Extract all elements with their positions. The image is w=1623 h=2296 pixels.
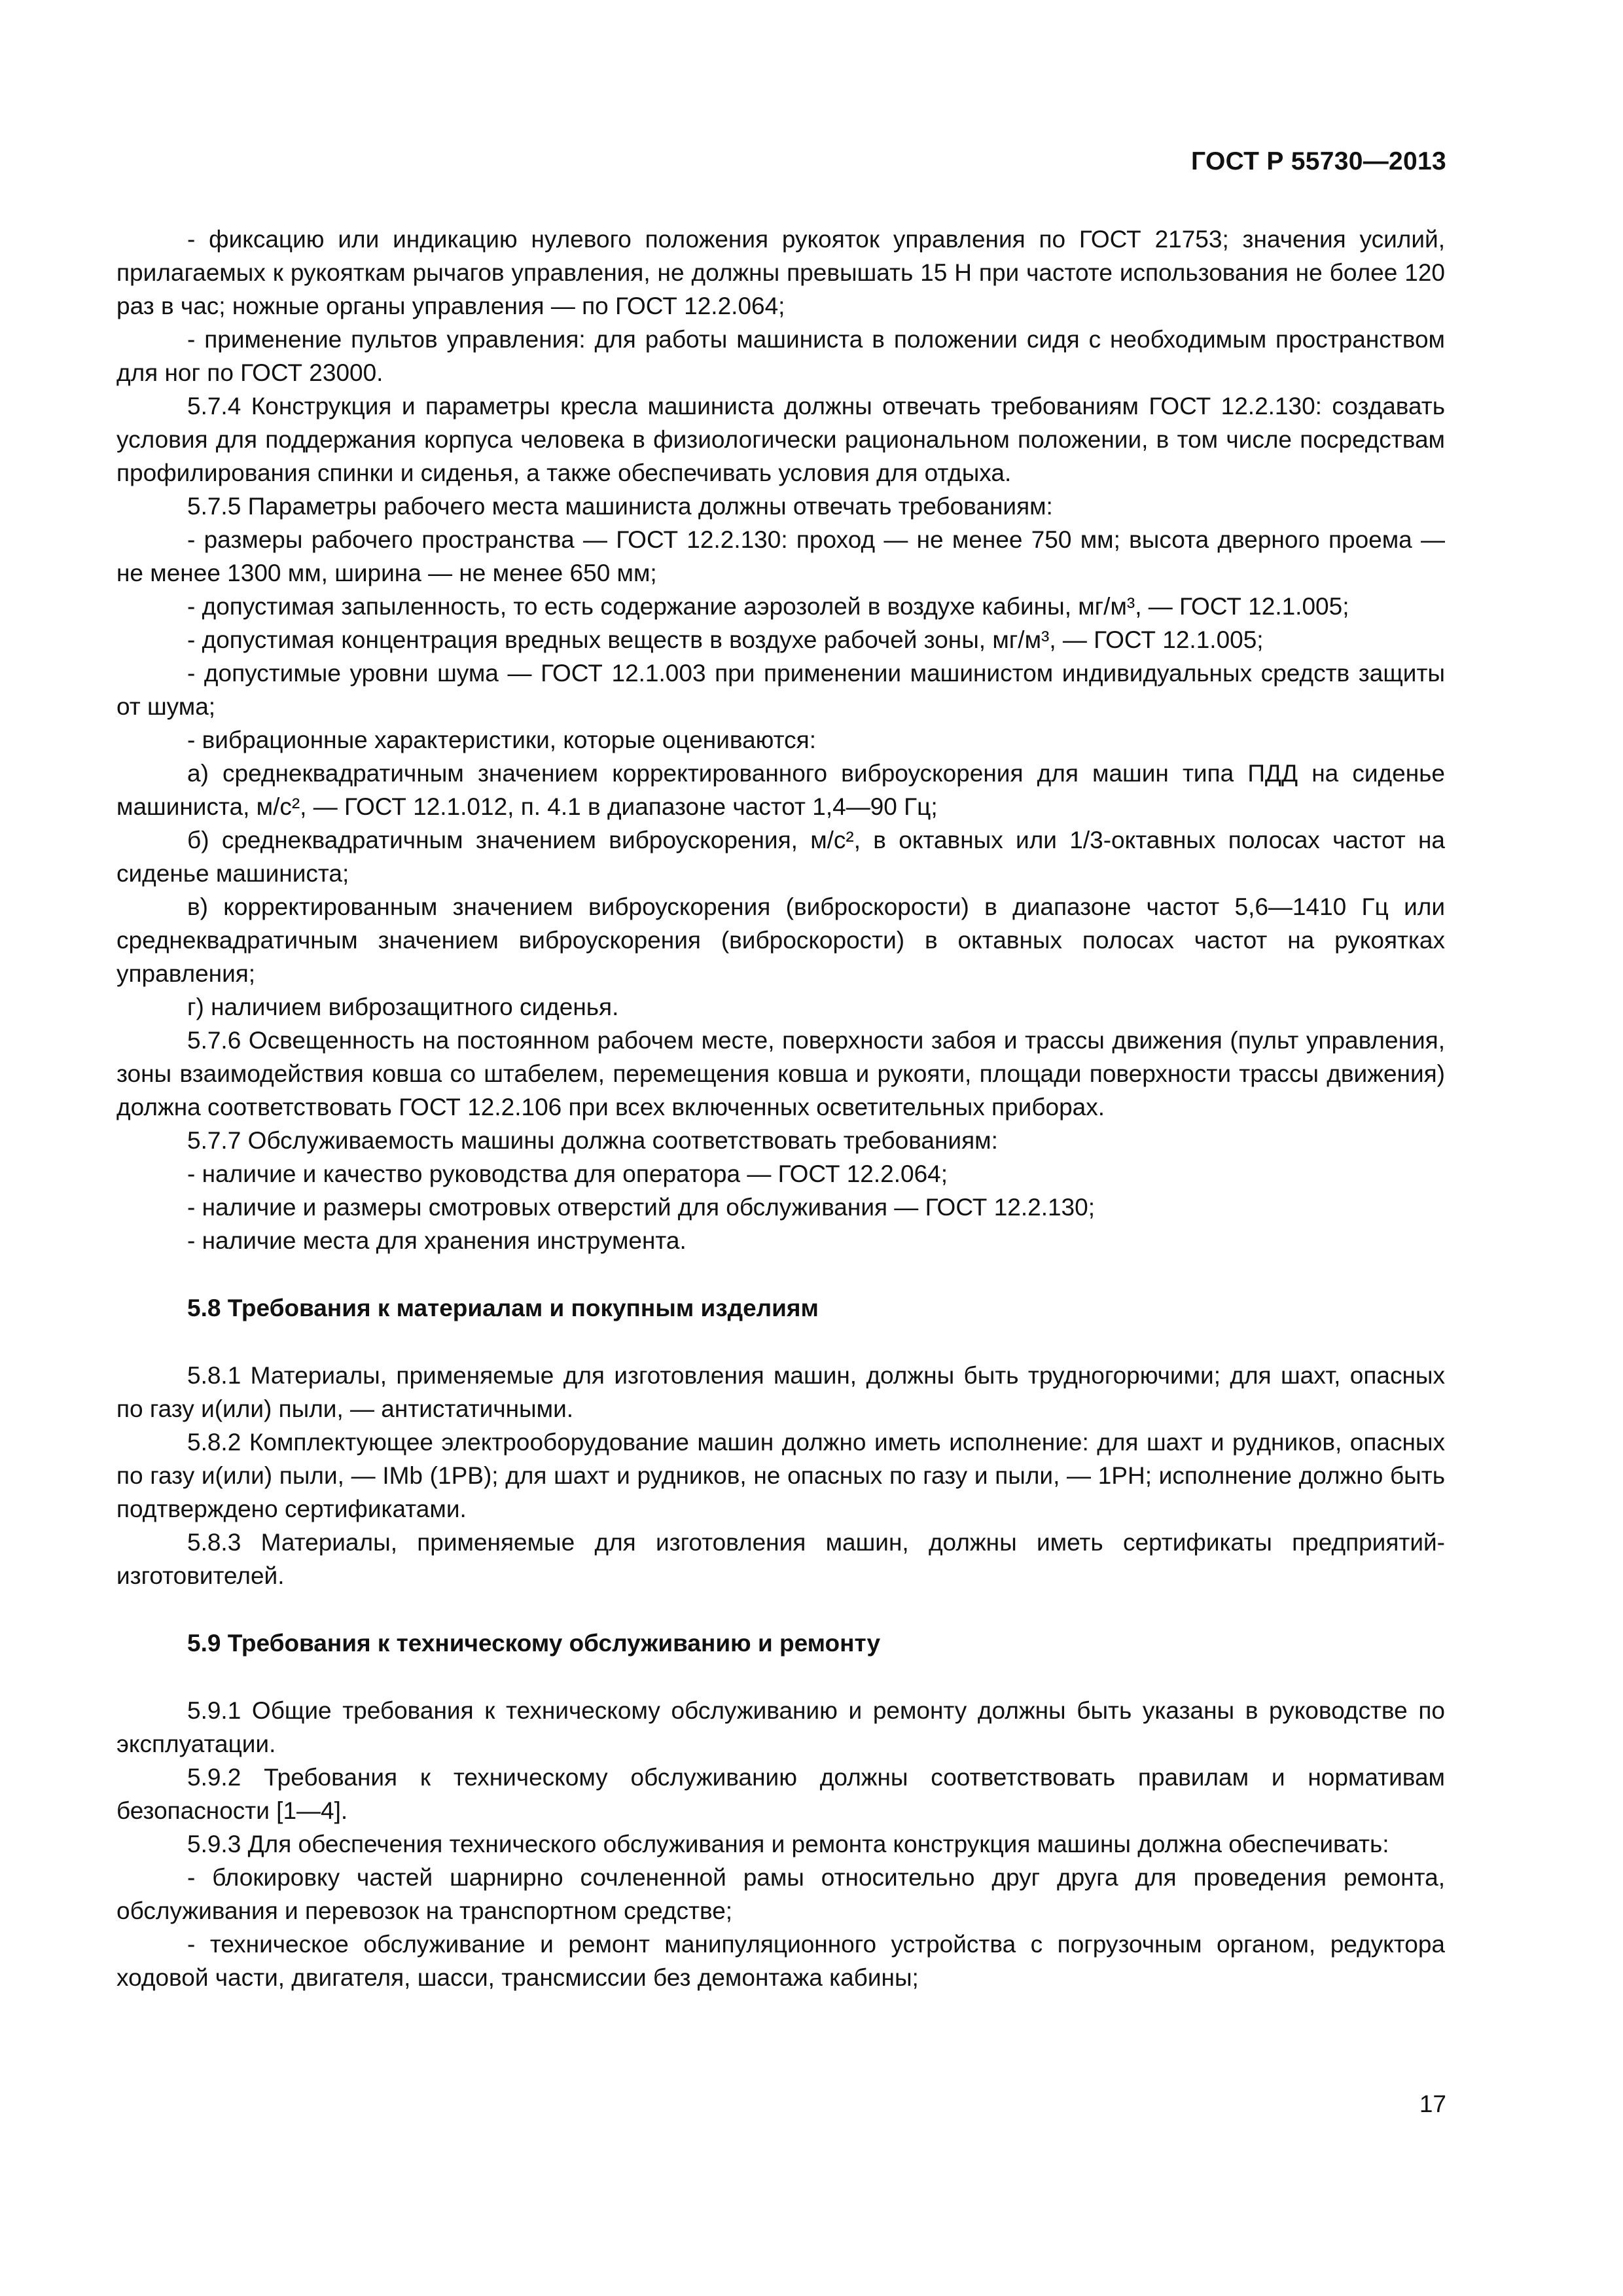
paragraph: 5.7.5 Параметры рабочего места машиниста должны отвечать требованиям: <box>187 493 1053 520</box>
paragraph: 5.8.1 Материалы, применяемые для изготовления машин, должны быть трудногорючими; для шахт, опасных по газу и(или) пыли, — антистатичными. <box>116 1362 1445 1422</box>
paragraph: - техническое обслуживание и ремонт манипуляционного устройства с погрузочным органом, редуктора ходовой части, двигателя, шасси, трансмиссии без демонтажа кабины; <box>116 1931 1445 1991</box>
paragraph: 5.8.3 Материалы, применяемые для изготовления машин, должны иметь сертификаты предприятий-изготовителей. <box>116 1529 1445 1589</box>
paragraph: - допустимая концентрация вредных веществ в воздухе рабочей зоны, мг/м³, — ГОСТ 12.1.005; <box>187 626 1264 653</box>
document-id-header: ГОСТ Р 55730—2013 <box>1191 147 1446 175</box>
paragraph: - фиксацию или индикацию нулевого положения рукояток управления по ГОСТ 21753; значения усилий, прилагаемых к рукояткам рычагов управления, не должны превышать 15 Н при частоте использования не более 120 раз в час; ножные органы управления — по ГОСТ 12.2.064; <box>116 226 1445 319</box>
paragraph: 5.9.3 Для обеспечения технического обслуживания и ремонта конструкция машины должна обеспечивать: <box>187 1831 1389 1857</box>
paragraph: 5.9.1 Общие требования к техническому обслуживанию и ремонту должны быть указаны в руководстве по эксплуатации. <box>116 1697 1445 1757</box>
paragraph: а) среднеквадратичным значением корректированного виброускорения для машин типа ПДД на сиденье машиниста, м/с², — ГОСТ 12.1.012, п. 4.1 в диапазоне частот 1,4—90 Гц; <box>116 760 1445 820</box>
paragraph: - размеры рабочего пространства — ГОСТ 12.2.130: проход — не менее 750 мм; высота дверного проема — не менее 1300 мм, ширина — не менее 650 мм; <box>116 526 1445 586</box>
paragraph: - наличие и размеры смотровых отверстий для обслуживания — ГОСТ 12.2.130; <box>187 1194 1095 1221</box>
paragraph: - наличие места для хранения инструмента. <box>187 1227 687 1254</box>
paragraph: 5.8.2 Комплектующее электрооборудование машин должно иметь исполнение: для шахт и рудников, опасных по газу и(или) пыли, — IMb (1РВ); для шахт и рудников, не опасных по газу и пыли, — 1РН; исполнение должно быть подтверждено сертификатами. <box>116 1429 1445 1522</box>
paragraph: - допустимая запыленность, то есть содержание аэрозолей в воздухе кабины, мг/м³, — ГОСТ 12.1.005; <box>187 593 1349 620</box>
paragraph: - допустимые уровни шума — ГОСТ 12.1.003 при применении машинистом индивидуальных средств защиты от шума; <box>116 660 1445 720</box>
paragraph: - вибрационные характеристики, которые оцениваются: <box>187 726 816 753</box>
paragraph: - блокировку частей шарнирно сочлененной рамы относительно друг друга для проведения ремонта, обслуживания и перевозок на транспортном средстве; <box>116 1864 1445 1924</box>
section-heading: 5.8 Требования к материалам и покупным изделиям <box>187 1295 819 1321</box>
paragraph: г) наличием виброзащитного сиденья. <box>187 994 619 1020</box>
paragraph: 5.7.7 Обслуживаемость машины должна соответствовать требованиям: <box>187 1127 998 1154</box>
paragraph: - применение пультов управления: для работы машиниста в положении сидя с необходимым пространством для ног по ГОСТ 23000. <box>116 326 1445 386</box>
page-number: 17 <box>1419 2090 1446 2117</box>
paragraph: 5.7.4 Конструкция и параметры кресла машиниста должны отвечать требованиям ГОСТ 12.2.130: создавать условия для поддержания корпуса человека в физиологически рациональном положении, в том числе посредствам профилирования спинки и сиденья, а также обеспечивать условия для отдыха. <box>116 393 1445 486</box>
section-heading: 5.9 Требования к техническому обслуживанию и ремонту <box>187 1630 881 1657</box>
paragraph: б) среднеквадратичным значением виброускорения, м/с², в октавных или 1/3-октавных полосах частот на сиденье машиниста; <box>116 827 1445 887</box>
paragraph: 5.7.6 Освещенность на постоянном рабочем месте, поверхности забоя и трассы движения (пульт управления, зоны взаимодействия ковша со штабелем, перемещения ковша и рукояти, площади поверхности трассы движения) должна соответствовать ГОСТ 12.2.106 при всех включенных осветительных приборах. <box>116 1027 1445 1121</box>
document-body <box>116 223 1445 1994</box>
paragraph: 5.9.2 Требования к техническому обслуживанию должны соответствовать правилам и нормативам безопасности [1—4]. <box>116 1764 1445 1824</box>
paragraph: - наличие и качество руководства для оператора — ГОСТ 12.2.064; <box>187 1160 948 1187</box>
paragraph: в) корректированным значением виброускорения (виброскорости) в диапазоне частот 5,6—1410 Гц или среднеквадратичным значением виброускорения (виброскорости) в октавных полосах частот на рукоятках управления; <box>116 893 1445 987</box>
